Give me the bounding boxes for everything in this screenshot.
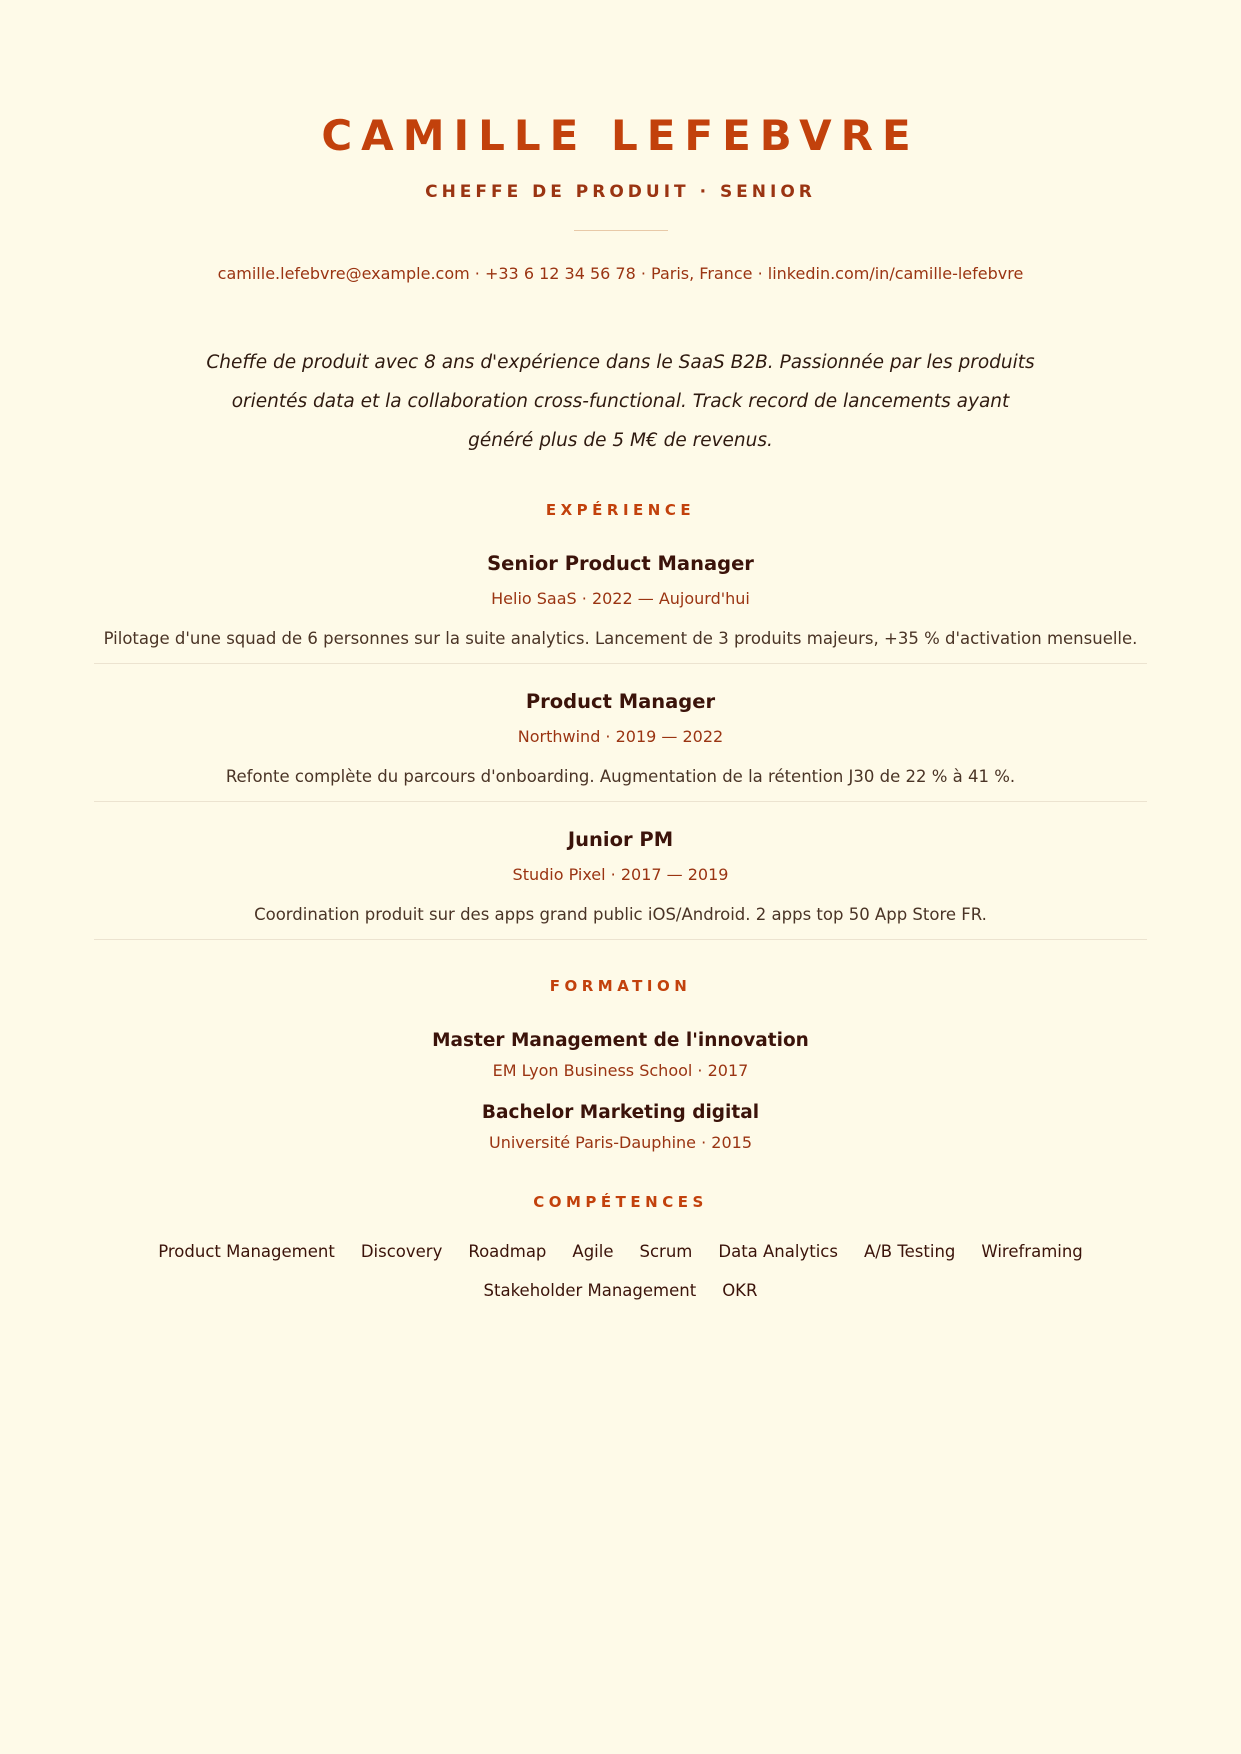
job-meta: Studio Pixel · 2017 — 2019 xyxy=(512,865,729,884)
skill-tag: Discovery xyxy=(360,1242,443,1261)
candidate-name: CAMILLE LEFEBVRE xyxy=(321,111,920,160)
degree-meta: Université Paris-Dauphine · 2015 xyxy=(488,1133,752,1152)
skill-tag: OKR xyxy=(722,1281,758,1300)
skill-tag: Stakeholder Management xyxy=(483,1281,697,1300)
degree-meta: EM Lyon Business School · 2017 xyxy=(492,1061,749,1080)
job-meta: Helio SaaS · 2022 — Aujourd'hui xyxy=(491,589,750,608)
job-description: Pilotage d'une squad de 6 personnes sur la suite analytics. Lancement de 3 produits majeurs, +35 % d'activation mensuelle. xyxy=(103,629,1138,648)
education-item xyxy=(94,1100,1147,1154)
skills-list xyxy=(121,1232,1121,1310)
job-title: Junior PM xyxy=(567,828,674,851)
skill-tag: Product Management xyxy=(158,1242,335,1261)
skill-tag: A/B Testing xyxy=(863,1242,956,1261)
section-title-education: FORMATION xyxy=(549,977,692,995)
job-title: Product Manager xyxy=(525,690,716,713)
skill-tag: Scrum xyxy=(639,1242,693,1261)
job-title: Senior Product Manager xyxy=(487,552,754,575)
job-subtitle: CHEFFE DE PRODUIT · SENIOR xyxy=(425,182,816,202)
degree-title: Master Management de l'innovation xyxy=(432,1030,809,1051)
job-description: Refonte complète du parcours d'onboarding. Augmentation de la rétention J30 de 22 % à 41 %. xyxy=(225,767,1016,786)
contact-line: camille.lefebvre@example.com · +33 6 12 34 56 78 · Paris, France · linkedin.com/in/camille-lefebvre xyxy=(217,264,1024,283)
education-item xyxy=(94,1028,1147,1082)
job-meta: Northwind · 2019 — 2022 xyxy=(517,727,724,746)
job-description: Coordination produit sur des apps grand public iOS/Android. 2 apps top 50 App Store FR. xyxy=(254,905,987,924)
experience-item xyxy=(94,550,1147,664)
experience-item xyxy=(94,664,1147,802)
section-title-experience: EXPÉRIENCE xyxy=(545,501,696,519)
skill-tag: Wireframing xyxy=(981,1242,1083,1261)
skill-tag: Agile xyxy=(572,1242,614,1261)
header-divider xyxy=(574,230,668,231)
profile-summary: Cheffe de produit avec 8 ans d'expérience dans le SaaS B2B. Passionnée par les produits orientés data et la collaboration cross-functional. Track record de lancements ayant généré plus de 5 M€ de revenus. xyxy=(206,352,1035,451)
skill-tag: Roadmap xyxy=(468,1242,547,1261)
degree-title: Bachelor Marketing digital xyxy=(481,1102,760,1123)
skill-tag: Data Analytics xyxy=(718,1242,838,1261)
section-title-skills: COMPÉTENCES xyxy=(533,1193,708,1211)
experience-item xyxy=(94,802,1147,940)
